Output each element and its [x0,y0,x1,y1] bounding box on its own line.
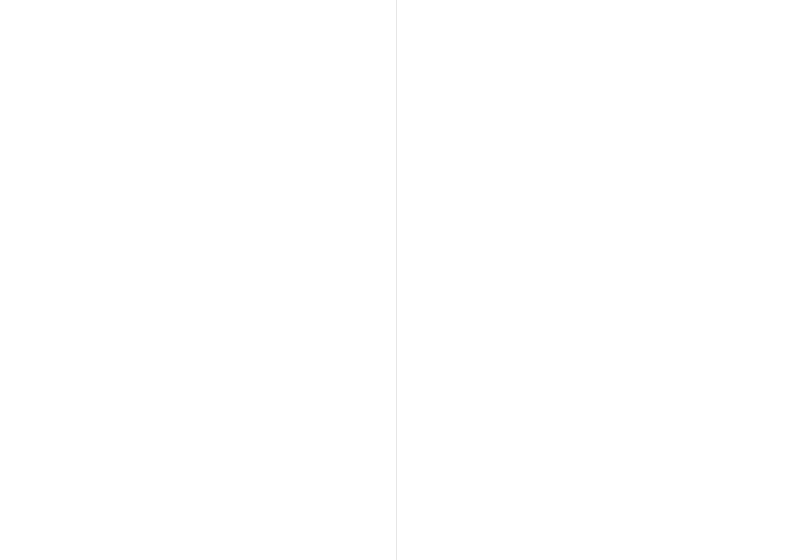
column-divider [396,0,397,560]
